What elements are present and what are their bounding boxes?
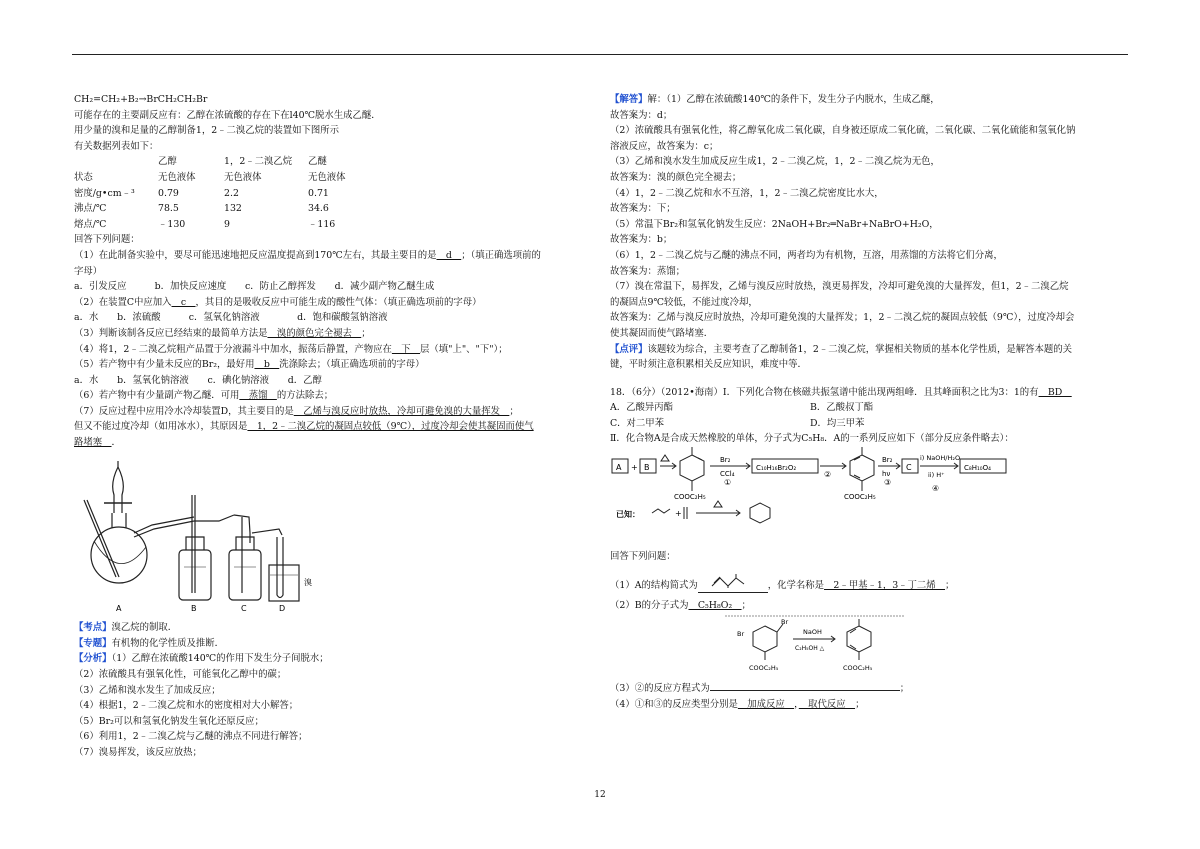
question-1: （1）在此制备实验中，要尽可能迅速地把反应温度提高到170℃左右，其最主要目的是 d ；（填正确选项前的 <box>74 249 541 261</box>
jieda-line: 故答案为：乙烯与溴反应时放热，冷却可避免溴的大量挥发；1，2﹣二溴乙烷的凝固点较低（9℃），过度冷却会 <box>610 312 1075 324</box>
question-18: 18．（6分）（2012•海南）Ⅰ．下列化合物在核磁共振氢谱中能出现两组峰．且其峰面积之比为3：1的有 BD <box>610 386 1072 398</box>
svg-text:B: B <box>644 463 650 473</box>
answer-2: c <box>171 296 196 308</box>
dianping-tag: 【点评】 <box>610 343 648 355</box>
beaker-d <box>269 565 299 601</box>
jieda-line: （6）1，2﹣二溴乙烷与乙醚的沸点不同，两者均为有机物，互溶，用蒸馏的方法将它们分离， <box>610 249 1003 261</box>
kaodian: 【考点】溴乙烷的制取． <box>74 622 178 634</box>
table-row: 沸点/℃ 78.5 132 34.6 <box>74 203 329 215</box>
svg-text:A: A <box>616 463 622 473</box>
table-row: 熔点/℃ ﹣130 9 ﹣116 <box>74 218 336 230</box>
jieda-line: （5）常温下Br₂和氢氧化钠发生反应：2NaOH+Br₂═NaBr+NaBrO+H₂O， <box>610 218 939 230</box>
fenxi-tag: 【分析】 <box>74 653 112 665</box>
answer-5: b <box>254 359 280 371</box>
svg-text:Br: Br <box>781 617 789 626</box>
subq-4: （4）①和③的反应类型分别是 加成反应 ， 取代反应 ； <box>610 699 865 711</box>
svg-text:CCl₄: CCl₄ <box>720 470 735 479</box>
reaction-scheme <box>610 447 1010 543</box>
svg-text:已知：: 已知： <box>616 510 640 520</box>
question-2-options: a．水 b．浓硫酸 c．氢氧化钠溶液 d．饱和碳酸氢钠溶液 <box>74 312 388 324</box>
svg-text:COOC₂H₅: COOC₂H₅ <box>843 663 873 672</box>
elimination-reaction <box>725 614 1025 674</box>
table-row: 密度/g•cm﹣³ 0.79 2.2 0.71 <box>74 187 329 199</box>
jieda-line: 的凝固点9℃较低，不能过度冷却， <box>610 296 758 308</box>
subq-3: （3）②的反应方程式为 ； <box>610 679 1130 697</box>
svg-text:①: ① <box>724 478 732 488</box>
jieda-line: 使其凝固而使气路堵塞． <box>610 327 714 339</box>
answer-6: 蒸馏 <box>239 390 277 402</box>
question-5-options: a．水 b．氢氧化钠溶液 c．碘化钠溶液 d．乙醇 <box>74 374 322 386</box>
questions-intro-2: 回答下列问题： <box>610 550 676 562</box>
jieda-line: （4）1，2﹣二溴乙烷和水不互溶，1，2﹣二溴乙烷密度比水大， <box>610 187 884 199</box>
header-rule <box>72 54 1128 55</box>
svg-text:C₂H₅OH △: C₂H₅OH △ <box>795 644 825 652</box>
fenxi-line: （4）根据1，2﹣二溴乙烷和水的密度相对大小解答； <box>74 700 299 712</box>
jieda-line: （2）浓硫酸具有强氧化性，将乙醇氧化成二氧化碳，自身被还原成二氧化硫，二氧化碳、二氧化硫能和氢氧化钠 <box>610 125 1076 137</box>
question-1-options: a．引发反应 b．加快反应速度 c．防止乙醇挥发 d．减少副产物乙醚生成 <box>74 281 435 293</box>
q18-options-row2: C．对二甲苯 D．均三甲苯 <box>610 417 865 429</box>
answer-7a: 乙烯与溴反应时放热，冷却可避免溴的大量挥发 <box>293 405 510 417</box>
right-column <box>610 92 1130 713</box>
question-3: （3）判断该制各反应已经结束的最简单方法是 溴的颜色完全褪去 ； <box>74 327 371 339</box>
jieda-line: （7）溴在常温下，易挥发，乙烯与溴反应时放热，溴更易挥发，冷却可避免溴的大量挥发，但1，2﹣二溴乙烷 <box>610 281 1069 293</box>
test-tube <box>277 537 283 598</box>
ring-2 <box>850 455 874 481</box>
bottle-c <box>229 550 261 600</box>
question-18-part2: Ⅱ．化合物A是合成天然橡胶的单体，分子式为C₅H₈．A的一系列反应如下（部分反应条件略去）： <box>610 433 1014 445</box>
fenxi-line: （5）Br₂可以和氢氧化钠发生氧化还原反应； <box>74 715 264 727</box>
thermometer <box>84 500 116 577</box>
question-2: （2）在装置C中应加入 c ，其目的是吸收反应中可能生成的酸性气体：（填正确选项前的字母） <box>74 296 482 308</box>
text-line: 用少量的溴和足量的乙醇制备1，2﹣二溴乙烷的装置如下图所示 <box>74 125 340 137</box>
svg-text:hν: hν <box>882 470 891 479</box>
table-row: 状态 无色液体 无色液体 无色液体 <box>74 171 346 183</box>
text-line: 可能存在的主要副反应有：乙醇在浓硫酸的存在下在l40℃脱水生成乙醚． <box>74 109 381 121</box>
answer-18: BD <box>1038 386 1072 398</box>
page-number: 12 <box>594 790 606 800</box>
answer-sub2: C₅H₈O₂ <box>688 600 742 612</box>
answer-1: d <box>436 249 462 261</box>
blank-equation <box>710 679 900 691</box>
answer-sub1: 2﹣甲基﹣1，3﹣丁二烯 <box>824 580 946 592</box>
apparatus-diagram <box>74 455 324 613</box>
svg-text:C₁₀H₁₆Br₂O₂: C₁₀H₁₆Br₂O₂ <box>756 464 797 473</box>
svg-text:+: + <box>631 463 638 473</box>
zhuanti: 【专题】有机物的化学性质及推断． <box>74 637 225 649</box>
jieda-line: 故答案为：下； <box>610 203 676 215</box>
svg-text:Br: Br <box>737 629 745 638</box>
answer-4: 下 <box>391 343 421 355</box>
property-table <box>74 154 360 232</box>
equation-line: CH₂=CH₂+B₂→BrCH₂CH₂Br <box>74 94 208 105</box>
jieda-line: 溶液反应，故答案为：c； <box>610 140 719 152</box>
svg-text:COOC₂H₅: COOC₂H₅ <box>749 663 779 672</box>
diene <box>652 509 670 513</box>
text-line: 有关数据列表如下： <box>74 140 159 152</box>
svg-text:C: C <box>906 463 912 473</box>
jieda-line: 故答案为：b； <box>610 234 673 246</box>
jieda-line: 故答案为：蒸馏； <box>610 265 686 277</box>
svg-text:COOC₂H₅: COOC₂H₅ <box>844 493 876 502</box>
fenxi-line: （6）利用1，2﹣二溴乙烷与乙醚的沸点不同进行解答； <box>74 731 308 743</box>
fenxi: 【分析】（1）乙醇在浓硫酸140℃的作用下发生分子间脱水； <box>74 653 329 665</box>
label-c: C <box>241 603 247 613</box>
label-a: A <box>116 603 122 613</box>
subq-2: （2）B的分子式为 C₅H₈O₂ ； <box>610 600 751 612</box>
answer-7b: 1，2﹣二溴乙烷的凝固点较低（9℃），过度冷却会使其凝固而使气 <box>247 421 534 433</box>
svg-text:④: ④ <box>932 484 940 494</box>
cyclohexene <box>750 503 770 523</box>
fenxi-line: （3）乙烯和溴水发生了加成反应； <box>74 684 221 696</box>
svg-text:C₈H₁₀O₄: C₈H₁₀O₄ <box>964 464 991 473</box>
svg-text:②: ② <box>824 470 832 480</box>
q18-options-row1: A．乙酸异丙酯 B．乙酸叔丁酯 <box>610 402 874 414</box>
table-header-row: 乙醇 1，2﹣二溴乙烷 乙醚 <box>158 156 327 168</box>
question-4: （4）将1，2﹣二溴乙烷粗产品置于分液漏斗中加水，振荡后静置，产物应在 下 层（填"上"、"下"）； <box>74 343 508 355</box>
dropping-funnel <box>113 467 124 513</box>
svg-text:ii) H⁺: ii) H⁺ <box>928 471 945 480</box>
svg-text:+: + <box>675 509 682 519</box>
jieda-line: （3）乙烯和溴水发生加成反应生成1，2﹣二溴乙烷，1，2﹣二溴乙烷为无色， <box>610 156 940 168</box>
label-b: B <box>191 603 197 613</box>
jieda-line: 故答案为：溴的颜色完全褪去； <box>610 171 742 183</box>
dianping-line: 键，平时须注意积累相关反应知识，难度中等． <box>610 359 807 371</box>
kaodian-tag: 【考点】 <box>74 622 112 634</box>
svg-text:i) NaOH/H₂O: i) NaOH/H₂O <box>920 454 961 463</box>
isoprene-structure <box>698 578 768 593</box>
question-5: （5）若产物中有少量未反应的Br₂，最好用 b 洗涤除去；（填正确选项前的字母） <box>74 359 425 371</box>
label-bromine: 溴 <box>304 577 312 587</box>
svg-text:Br₂: Br₂ <box>720 456 731 465</box>
zhuanti-tag: 【专题】 <box>74 637 112 649</box>
label-d: D <box>279 603 286 613</box>
jieda: 【解答】解：（1）乙醇在浓硫酸140℃的条件下，发生分子内脱水，生成乙醚， <box>610 94 940 105</box>
questions-intro: 回答下列问题： <box>74 234 140 246</box>
svg-text:Br₂: Br₂ <box>882 456 893 465</box>
question-7: （7）反应过程中应用冷水冷却装置D，其主要目的是 乙烯与溴反应时放热，冷却可避免溴的大量挥发 ； <box>74 405 519 417</box>
fenxi-line: （2）浓硫酸具有强氧化性，可能氧化乙醇中的碳； <box>74 669 287 681</box>
fenxi-line: （7）溴易挥发，该反应放热； <box>74 747 202 758</box>
svg-text:③: ③ <box>884 478 892 488</box>
jieda-line: 故答案为：d； <box>610 109 673 121</box>
svg-text:NaOH: NaOH <box>803 627 822 636</box>
answer-sub4a: 加成反应 <box>737 699 795 711</box>
answer-3: 溴的颜色完全褪去 <box>267 327 362 339</box>
left-column: CH₂=CH₂+B₂→BrCH₂CH₂Br 可能存在的主要副反应有：乙醇在浓硫酸的存在下在l40℃脱水生成乙醚． 用少量的溴和足量的乙醇制备1，2﹣二溴乙烷的装置如下图所示 有关数据列表如下： 乙醇 1，2﹣二溴乙烷 乙醚 状态 无色液体 无色液体 无色液体 密度/g•cm﹣³ 0.79 2.2 0.71 沸点/℃ 78.5 132 34.6 熔点/℃ ﹣130 9 ﹣116 回答下列问题： （1）在此制备实验中，要尽可能迅速地把反应温度提高到170℃左右，其最主要目的是 d ；（填正确选项前的 字母） a．引发反应 b．加快反应速度 c．防止乙醇挥发 d．减少副产物乙醚生成 （2）在装置C中应加入 c ，其目的是吸收反应中可能生成的酸性气体：（填正确选项前的字母） a．水 b．浓硫酸 c．氢氧化钠溶液 d．饱和碳酸氢钠溶液 （3）判断该制各反应已经结束的最简单方法是 溴的颜色完全褪去 ； （4）将1，2﹣二溴乙烷粗产品置于分液漏斗中加水，振荡后静置，产物应在 下 层（填"上"、"下"）； （5）若产物中有少量未反应的Br₂，最好用 b 洗涤除去；（填正确选项前的字母） a．水 b．氢氧化钠溶液 c．碘化钠溶液 d．乙醇 （6）若产物中有少量副产物乙醚．可用 蒸馏 的方法除去； （7）反应过程中应用冷水冷却装置D，其主要目的是 乙烯与溴反应时放热，冷却可避免溴的大量挥发 ； 但又不能过度冷却（如用冰水），其原因是 1，2﹣二溴乙烷的凝固点较低（9℃），过度冷却会使其凝固而使气 路堵塞 ． A B C D 溴 【考点】溴乙烷的制取． 【专题】有机物的化学性质及推断． 【分析】（1）乙醇在浓硫酸140℃的作用下发生分子间脱水； （2）浓硫酸具有强氧化性，可能氧化乙醇中的碳； （3）乙烯和溴水发生了加成反应； （4）根据1，2﹣二溴乙烷和水的密度相对大小解答； （5）Br₂可以和氢氧化钠发生氧化还原反应； （6）利用1，2﹣二溴乙烷与乙醚的沸点不同进行解答； （7）溴易挥发，该反应放热； <box>74 92 584 761</box>
svg-text:COOC₂H₅: COOC₂H₅ <box>674 493 706 502</box>
dianping: 【点评】该题较为综合，主要考查了乙醇制备1，2﹣二溴乙烷，掌握相关物质的基本化学性质，是解答本题的关 <box>610 343 1072 355</box>
jieda-tag: 【解答】 <box>610 94 648 105</box>
answer-sub4b: 取代反应 <box>798 699 856 711</box>
subq-1: （1）A的结构简式为 ，化学名称是 2﹣甲基﹣1，3﹣丁二烯 ； <box>610 574 1130 598</box>
question-6: （6）若产物中有少量副产物乙醚．可用 蒸馏 的方法除去； <box>74 390 334 402</box>
